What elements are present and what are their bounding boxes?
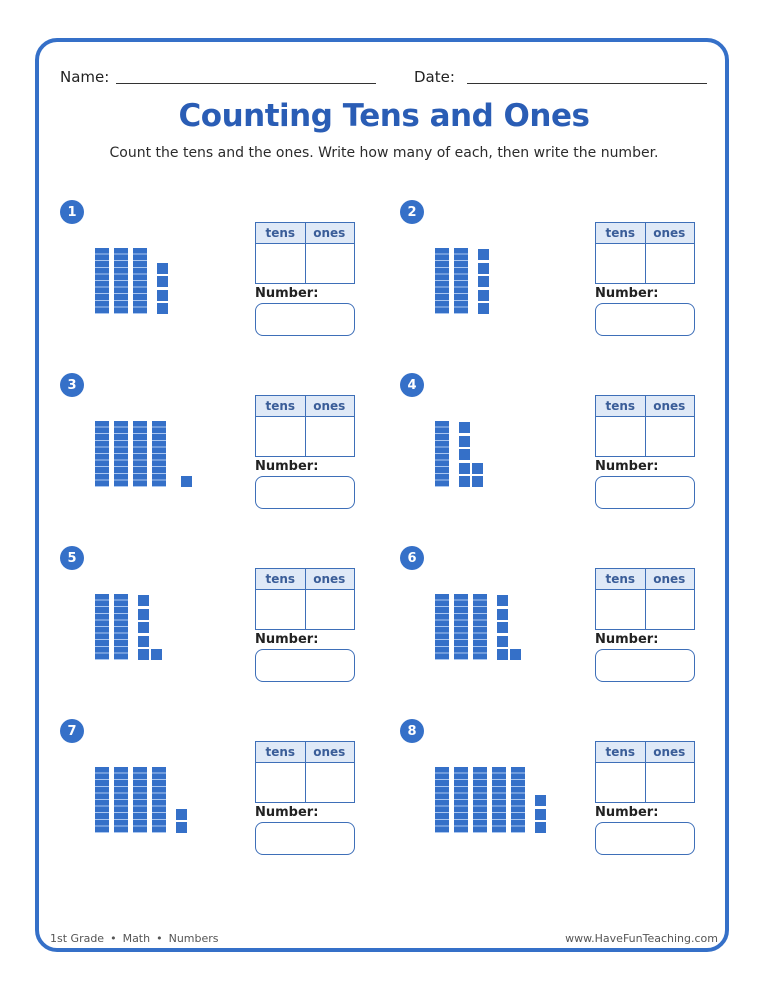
- ones-answer-cell[interactable]: [306, 244, 354, 283]
- tens-header: tens: [596, 223, 645, 244]
- ones-header: ones: [645, 742, 695, 763]
- one-cube: [459, 463, 470, 474]
- one-cube: [478, 276, 489, 287]
- one-cube: [157, 263, 168, 274]
- one-cube: [157, 276, 168, 287]
- ten-rod: [511, 767, 525, 833]
- problem-2: [400, 200, 710, 350]
- number-answer-box[interactable]: [255, 649, 355, 682]
- date-label: Date:: [414, 68, 455, 86]
- tens-header: tens: [596, 396, 645, 417]
- one-cube: [181, 476, 192, 487]
- tens-header: tens: [596, 742, 645, 763]
- ten-rod: [95, 767, 109, 833]
- one-cube: [176, 809, 187, 820]
- number-label: Number:: [595, 805, 659, 820]
- base-ten-blocks: [60, 546, 260, 696]
- ten-rod: [114, 767, 128, 833]
- one-cube: [459, 436, 470, 447]
- problem-number-badge: 3: [60, 373, 84, 397]
- problem-number-badge: 6: [400, 546, 424, 570]
- one-cube: [497, 622, 508, 633]
- tens-ones-table: [595, 222, 695, 284]
- one-cube: [138, 649, 149, 660]
- tens-answer-cell[interactable]: [256, 417, 304, 456]
- tens-ones-table: [595, 395, 695, 457]
- number-answer-box[interactable]: [595, 476, 695, 509]
- ones-answer-cell[interactable]: [306, 763, 354, 802]
- ten-rod: [435, 767, 449, 833]
- ten-rod: [133, 248, 147, 314]
- ten-rod: [454, 594, 468, 660]
- number-label: Number:: [255, 805, 319, 820]
- tens-answer-cell[interactable]: [596, 244, 644, 283]
- ten-rod: [435, 594, 449, 660]
- number-answer-box[interactable]: [255, 822, 355, 855]
- base-ten-blocks: [400, 719, 600, 869]
- one-cube: [459, 422, 470, 433]
- footer-topic: Numbers: [168, 932, 219, 945]
- ten-rod: [152, 421, 166, 487]
- tens-ones-table: [255, 741, 355, 803]
- footer-tags: [50, 932, 219, 945]
- bullet-icon: •: [156, 932, 163, 945]
- ten-rod: [435, 421, 449, 487]
- number-label: Number:: [255, 632, 319, 647]
- tens-header: tens: [256, 396, 305, 417]
- number-label: Number:: [595, 459, 659, 474]
- one-cube: [157, 303, 168, 314]
- one-cube: [138, 636, 149, 647]
- ones-header: ones: [645, 396, 695, 417]
- problem-number-badge: 2: [400, 200, 424, 224]
- ones-header: ones: [645, 569, 695, 590]
- one-cube: [535, 795, 546, 806]
- ones-header: ones: [305, 742, 355, 763]
- page-title: Counting Tens and Ones: [178, 98, 590, 134]
- number-answer-box[interactable]: [595, 303, 695, 336]
- tens-answer-cell[interactable]: [256, 763, 304, 802]
- footer-grade: 1st Grade: [50, 932, 105, 945]
- problem-number-badge: 7: [60, 719, 84, 743]
- tens-header: tens: [596, 569, 645, 590]
- problem-number-badge: 8: [400, 719, 424, 743]
- tens-ones-table: [595, 741, 695, 803]
- ten-rod: [454, 248, 468, 314]
- ones-header: ones: [305, 569, 355, 590]
- ten-rod: [435, 248, 449, 314]
- footer-site: www.HaveFunTeaching.com: [565, 932, 718, 945]
- problem-number-badge: 4: [400, 373, 424, 397]
- one-cube: [478, 290, 489, 301]
- ones-header: ones: [645, 223, 695, 244]
- ten-rod: [454, 767, 468, 833]
- tens-answer-cell[interactable]: [596, 590, 644, 629]
- one-cube: [138, 622, 149, 633]
- number-answer-box[interactable]: [255, 476, 355, 509]
- one-cube: [497, 595, 508, 606]
- ten-rod: [473, 594, 487, 660]
- one-cube: [138, 609, 149, 620]
- problem-number-badge: 1: [60, 200, 84, 224]
- one-cube: [497, 609, 508, 620]
- bullet-icon: •: [110, 932, 117, 945]
- base-ten-blocks: [400, 200, 600, 350]
- ten-rod: [95, 421, 109, 487]
- one-cube: [138, 595, 149, 606]
- one-cube: [478, 263, 489, 274]
- number-label: Number:: [255, 286, 319, 301]
- number-answer-box[interactable]: [595, 822, 695, 855]
- instructions: Count the tens and the ones. Write how many of each, then write the number.: [109, 145, 659, 161]
- footer-subject: Math: [122, 932, 151, 945]
- problem-number-badge: 5: [60, 546, 84, 570]
- ten-rod: [95, 248, 109, 314]
- problem-4: [400, 373, 710, 523]
- base-ten-blocks: [60, 373, 260, 523]
- problem-8: [400, 719, 710, 869]
- one-cube: [151, 649, 162, 660]
- problem-6: [400, 546, 710, 696]
- one-cube: [478, 303, 489, 314]
- one-cube: [472, 463, 483, 474]
- number-label: Number:: [255, 459, 319, 474]
- number-label: Number:: [595, 632, 659, 647]
- one-cube: [459, 476, 470, 487]
- tens-ones-table: [255, 568, 355, 630]
- problem-3: [60, 373, 370, 523]
- base-ten-blocks: [400, 546, 600, 696]
- tens-header: tens: [256, 569, 305, 590]
- ones-answer-cell[interactable]: [306, 417, 354, 456]
- ten-rod: [114, 594, 128, 660]
- one-cube: [176, 822, 187, 833]
- tens-header: tens: [256, 742, 305, 763]
- ten-rod: [114, 248, 128, 314]
- one-cube: [497, 636, 508, 647]
- ones-header: ones: [305, 223, 355, 244]
- ones-answer-cell[interactable]: [646, 763, 694, 802]
- problem-5: [60, 546, 370, 696]
- tens-ones-table: [255, 222, 355, 284]
- tens-ones-table: [255, 395, 355, 457]
- number-answer-box[interactable]: [255, 303, 355, 336]
- ones-answer-cell[interactable]: [646, 244, 694, 283]
- ten-rod: [95, 594, 109, 660]
- one-cube: [510, 649, 521, 660]
- ones-answer-cell[interactable]: [646, 590, 694, 629]
- one-cube: [472, 476, 483, 487]
- ten-rod: [473, 767, 487, 833]
- base-ten-blocks: [400, 373, 600, 523]
- tens-answer-cell[interactable]: [596, 417, 644, 456]
- ones-answer-cell[interactable]: [306, 590, 354, 629]
- ten-rod: [133, 421, 147, 487]
- one-cube: [535, 822, 546, 833]
- number-label: Number:: [595, 286, 659, 301]
- one-cube: [497, 649, 508, 660]
- ten-rod: [114, 421, 128, 487]
- ten-rod: [133, 767, 147, 833]
- problem-1: [60, 200, 370, 350]
- tens-answer-cell[interactable]: [256, 590, 304, 629]
- base-ten-blocks: [60, 719, 260, 869]
- one-cube: [535, 809, 546, 820]
- name-line[interactable]: [116, 83, 376, 84]
- date-line[interactable]: [467, 83, 707, 84]
- one-cube: [157, 290, 168, 301]
- base-ten-blocks: [60, 200, 260, 350]
- one-cube: [459, 449, 470, 460]
- tens-ones-table: [595, 568, 695, 630]
- ones-answer-cell[interactable]: [646, 417, 694, 456]
- problem-7: [60, 719, 370, 869]
- one-cube: [478, 249, 489, 260]
- number-answer-box[interactable]: [595, 649, 695, 682]
- tens-header: tens: [256, 223, 305, 244]
- ten-rod: [152, 767, 166, 833]
- ones-header: ones: [305, 396, 355, 417]
- tens-answer-cell[interactable]: [256, 244, 304, 283]
- ten-rod: [492, 767, 506, 833]
- tens-answer-cell[interactable]: [596, 763, 644, 802]
- name-label: Name:: [60, 68, 110, 86]
